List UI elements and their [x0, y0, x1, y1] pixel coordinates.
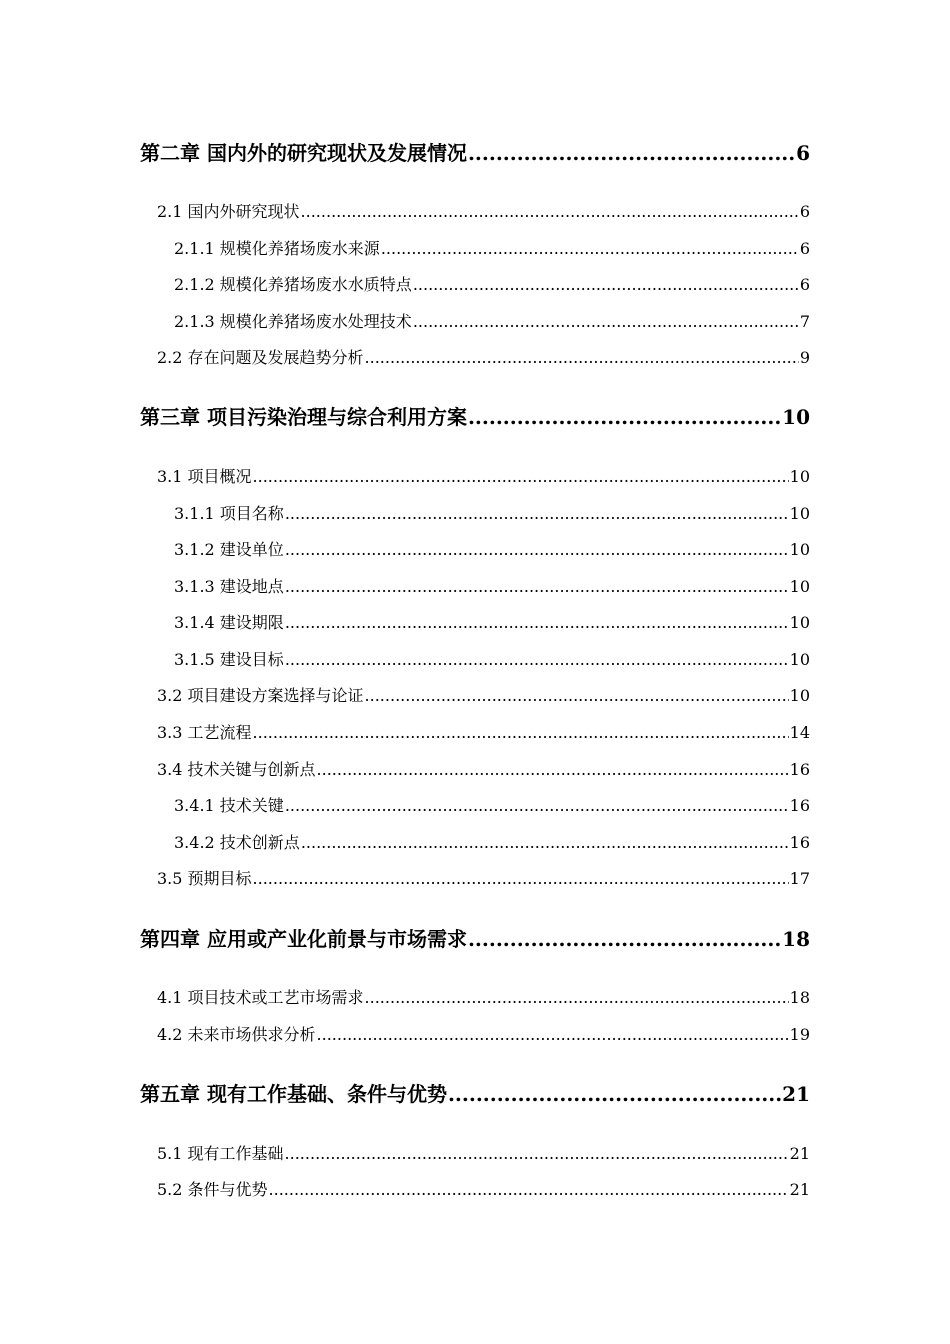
toc-entry-label: 2.1.2 规模化养猪场废水水质特点 — [174, 275, 412, 294]
dot-leader — [253, 467, 789, 486]
toc-entry-label: 3.1.5 建设目标 — [174, 650, 284, 669]
toc-entry-label: 3.4.2 技术创新点 — [174, 833, 300, 852]
dot-leader — [413, 312, 799, 331]
toc-page-number: 9 — [799, 348, 810, 367]
toc-entry-label: 5.2 条件与优势 — [157, 1180, 268, 1199]
toc-page-number: 18 — [782, 927, 810, 951]
dot-leader — [269, 1180, 789, 1199]
toc-page-number: 16 — [789, 760, 810, 779]
toc-section-3-2[interactable] — [157, 683, 810, 705]
toc-subsection-3-1-2[interactable] — [174, 537, 810, 559]
toc-entry-label: 2.1 国内外研究现状 — [157, 202, 300, 221]
toc-entry-label: 5.1 现有工作基础 — [157, 1144, 284, 1163]
dot-leader — [285, 796, 789, 815]
toc-chapter-3[interactable] — [140, 401, 810, 429]
toc-entry-label: 3.3 工艺流程 — [157, 723, 252, 742]
dot-leader — [285, 613, 789, 632]
toc-page-number: 7 — [799, 312, 810, 331]
dot-leader — [301, 202, 799, 221]
dot-leader — [253, 869, 789, 888]
toc-entry-label: 第四章 应用或产业化前景与市场需求 — [140, 927, 467, 951]
toc-page-number: 10 — [789, 686, 810, 705]
dot-leader — [448, 1082, 781, 1106]
toc-page-number: 14 — [789, 723, 810, 742]
toc-page-number: 16 — [789, 833, 810, 852]
toc-section-3-3[interactable] — [157, 720, 810, 742]
toc-page-number: 10 — [789, 467, 810, 486]
toc-subsection-3-1-5[interactable] — [174, 647, 810, 669]
toc-subsection-3-1-1[interactable] — [174, 501, 810, 523]
toc-section-3-4[interactable] — [157, 757, 810, 779]
dot-leader — [365, 686, 789, 705]
toc-entry-label: 3.1.1 项目名称 — [174, 504, 284, 523]
toc-subsection-2-1-2[interactable] — [174, 272, 810, 294]
toc-page-number: 6 — [799, 275, 810, 294]
toc-entry-label: 3.1.4 建设期限 — [174, 613, 284, 632]
toc-page-number: 21 — [789, 1144, 810, 1163]
toc-section-4-1[interactable] — [157, 985, 810, 1007]
toc-entry-label: 第五章 现有工作基础、条件与优势 — [140, 1082, 447, 1106]
dot-leader — [253, 723, 789, 742]
toc-entry-label: 3.1.2 建设单位 — [174, 540, 284, 559]
toc-page-number: 10 — [782, 405, 810, 429]
dot-leader — [365, 348, 799, 367]
toc-entry-label: 3.1 项目概况 — [157, 467, 252, 486]
toc-entry-label: 第三章 项目污染治理与综合利用方案 — [140, 405, 467, 429]
toc-page-number: 17 — [789, 869, 810, 888]
toc-section-5-2[interactable] — [157, 1177, 810, 1199]
toc-page-number: 19 — [789, 1025, 810, 1044]
dot-leader — [317, 1025, 789, 1044]
dot-leader — [317, 760, 789, 779]
toc-entry-label: 3.4.1 技术关键 — [174, 796, 284, 815]
toc-page-number: 10 — [789, 577, 810, 596]
toc-subsection-2-1-1[interactable] — [174, 236, 810, 258]
toc-entry-label: 4.2 未来市场供求分析 — [157, 1025, 316, 1044]
toc-subsection-3-4-1[interactable] — [174, 793, 810, 815]
toc-subsection-3-1-3[interactable] — [174, 574, 810, 596]
toc-page-number: 10 — [789, 540, 810, 559]
toc-page-number: 10 — [789, 650, 810, 669]
toc-subsection-3-1-4[interactable] — [174, 610, 810, 632]
toc-entry-label: 4.1 项目技术或工艺市场需求 — [157, 988, 364, 1007]
toc-page-number: 10 — [789, 613, 810, 632]
toc-section-4-2[interactable] — [157, 1022, 810, 1044]
toc-page-number: 16 — [789, 796, 810, 815]
toc-section-3-5[interactable] — [157, 866, 810, 888]
dot-leader — [285, 650, 789, 669]
toc-entry-label: 3.4 技术关键与创新点 — [157, 760, 316, 779]
toc-subsection-2-1-3[interactable] — [174, 309, 810, 331]
toc-chapter-5[interactable] — [140, 1078, 810, 1106]
toc-page-number: 21 — [789, 1180, 810, 1199]
toc-entry-label: 2.1.3 规模化养猪场废水处理技术 — [174, 312, 412, 331]
dot-leader — [468, 405, 781, 429]
toc-entry-label: 2.1.1 规模化养猪场废水来源 — [174, 239, 380, 258]
toc-subsection-3-4-2[interactable] — [174, 830, 810, 852]
dot-leader — [468, 927, 781, 951]
dot-leader — [285, 504, 789, 523]
toc-page-number: 6 — [796, 141, 810, 165]
dot-leader — [413, 275, 799, 294]
toc-entry-label: 3.5 预期目标 — [157, 869, 252, 888]
toc-section-5-1[interactable] — [157, 1141, 810, 1163]
toc-chapter-4[interactable] — [140, 923, 810, 951]
toc-section-3-1[interactable] — [157, 464, 810, 486]
dot-leader — [468, 141, 795, 165]
toc-section-2-2[interactable] — [157, 345, 810, 367]
toc-page-number: 18 — [789, 988, 810, 1007]
toc-chapter-2[interactable] — [140, 137, 810, 165]
toc-entry-label: 3.1.3 建设地点 — [174, 577, 284, 596]
dot-leader — [381, 239, 799, 258]
toc-page-number: 6 — [799, 202, 810, 221]
dot-leader — [365, 988, 789, 1007]
toc-page-number: 10 — [789, 504, 810, 523]
dot-leader — [285, 540, 789, 559]
toc-section-2-1[interactable] — [157, 199, 810, 221]
toc-entry-label: 第二章 国内外的研究现状及发展情况 — [140, 141, 467, 165]
toc-page-number: 6 — [799, 239, 810, 258]
toc-page-number: 21 — [782, 1082, 810, 1106]
toc-entry-label: 2.2 存在问题及发展趋势分析 — [157, 348, 364, 367]
dot-leader — [301, 833, 789, 852]
dot-leader — [285, 577, 789, 596]
toc-entry-label: 3.2 项目建设方案选择与论证 — [157, 686, 364, 705]
dot-leader — [285, 1144, 789, 1163]
